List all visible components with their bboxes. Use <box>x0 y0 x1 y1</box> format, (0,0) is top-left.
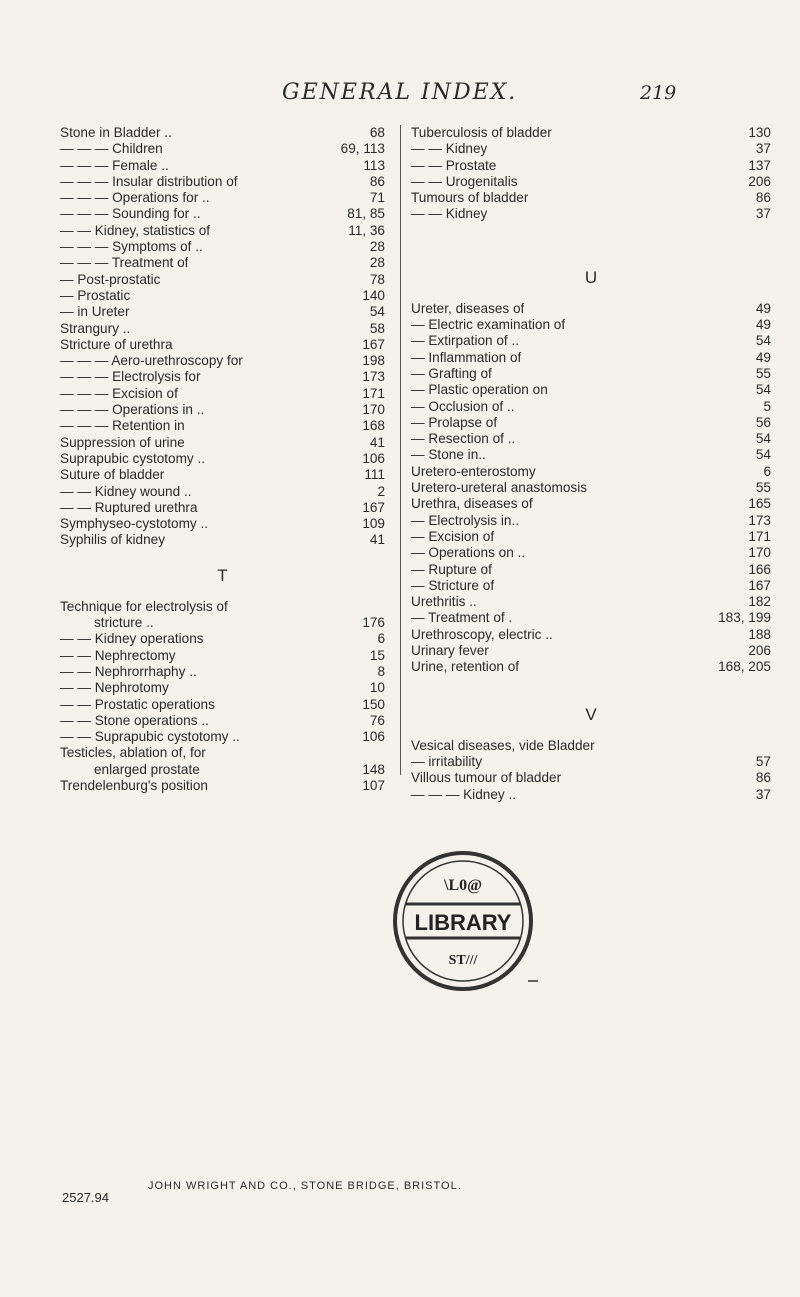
index-entry-text: Tuberculosis of bladder <box>411 125 552 140</box>
index-entry-page: 78 <box>369 271 385 287</box>
index-entry-page: 54 <box>755 382 771 398</box>
index-entry-page: 54 <box>755 431 771 447</box>
section-letter-v: V <box>585 704 597 724</box>
index-entry <box>411 610 771 626</box>
index-entry-page: 183, 199 <box>718 610 771 626</box>
index-entry-page: 86 <box>755 770 771 786</box>
index-entry-page: 55 <box>755 365 771 381</box>
index-entry-text: — Electric examination of <box>411 317 566 333</box>
index-entry-page: 55 <box>755 480 771 496</box>
index-entry-text: — — Stone operations .. <box>60 712 209 728</box>
index-entry-text: stricture .. <box>94 615 154 631</box>
entries-s <box>60 125 385 549</box>
index-entry-page: 8 <box>377 663 385 679</box>
index-entry <box>60 288 385 304</box>
index-entry-page: 107 <box>362 777 385 793</box>
index-entry <box>411 787 771 803</box>
index-entry-text: — Prostatic <box>60 287 131 303</box>
index-entry <box>60 386 385 402</box>
index-entry-page: 166 <box>748 561 771 577</box>
index-entry-text: Trendelenburg's position <box>60 777 208 793</box>
index-entry <box>411 190 771 206</box>
index-entry-text: — — — Children <box>60 141 163 157</box>
index-entry <box>60 516 385 532</box>
index-entry <box>60 353 385 369</box>
index-entry-page: 76 <box>369 712 385 728</box>
index-entry-text: Urine, retention of <box>411 659 520 675</box>
index-entry <box>60 402 385 418</box>
page-header <box>0 80 800 110</box>
index-entry <box>60 778 385 794</box>
index-entry-page: 173 <box>362 369 385 385</box>
entries-u <box>411 301 771 676</box>
index-entry-page: 171 <box>362 385 385 401</box>
index-entry-page: 130 <box>748 125 771 140</box>
index-entry <box>411 770 771 786</box>
index-entry-page: 198 <box>362 353 385 369</box>
index-entry-text: — — — Insular distribution of <box>60 173 238 189</box>
index-entry <box>411 447 771 463</box>
index-entry-page: 28 <box>369 255 385 271</box>
library-stamp-icon <box>388 846 538 996</box>
index-entry-page: 167 <box>362 499 385 515</box>
index-entry-page: 15 <box>369 647 385 663</box>
stamp-top-text: \L0@ <box>444 877 482 894</box>
index-entry-page: 41 <box>369 532 385 548</box>
index-entry-page: 54 <box>369 304 385 320</box>
index-entry-text: — — Urogenitalis <box>411 173 518 189</box>
index-entry <box>60 648 385 664</box>
index-entry-text: — Stone in.. <box>411 447 486 463</box>
index-entry-text: — — Prostate <box>411 157 497 173</box>
entries-v <box>411 738 771 803</box>
index-entry-page: 206 <box>748 173 771 189</box>
index-entry-text: — Prolapse of <box>411 414 498 430</box>
page-number: 219 <box>640 82 677 104</box>
left-column <box>60 125 385 794</box>
index-entry-page: 54 <box>755 333 771 349</box>
index-entry <box>411 415 771 431</box>
index-entry-text: — irritability <box>411 753 482 769</box>
index-entry-page: 37 <box>755 786 771 802</box>
index-entry <box>60 321 385 337</box>
index-entry <box>60 158 385 174</box>
index-entry-page: 176 <box>362 615 385 631</box>
index-entry-text: Syphilis of kidney <box>60 532 166 548</box>
index-entry-page: 37 <box>755 141 771 157</box>
index-entry <box>411 513 771 529</box>
index-entry-page: 165 <box>748 496 771 512</box>
index-entry-text: Symphyseo-cystotomy .. <box>60 516 209 532</box>
catalog-number: 2527.94 <box>62 1190 109 1205</box>
index-entry-text: — — — Treatment of <box>60 255 189 271</box>
index-entry <box>60 729 385 745</box>
index-entry-text: Urethra, diseases of <box>411 496 533 512</box>
index-entry-page: 109 <box>362 516 385 532</box>
index-entry <box>60 239 385 255</box>
index-entry-page: 37 <box>755 206 771 222</box>
index-entry <box>411 206 771 222</box>
index-entry <box>411 431 771 447</box>
index-entry-text: — — Nephrorrhaphy .. <box>60 663 197 679</box>
index-entry-page: 173 <box>748 512 771 528</box>
index-entry <box>60 272 385 288</box>
index-entry-text: Suture of bladder <box>60 467 165 483</box>
index-entry-text: Technique for electrolysis of <box>60 598 228 614</box>
index-entry <box>60 697 385 713</box>
index-entry-text: Vesical diseases, vide Bladder <box>411 737 595 753</box>
index-entry-text: Stone in Bladder .. <box>60 125 172 140</box>
index-entry-text: Tumours of bladder <box>411 190 529 206</box>
index-entry-page: 148 <box>362 761 385 777</box>
index-entry-page: 150 <box>362 696 385 712</box>
index-entry <box>60 125 385 141</box>
index-entry-page: 6 <box>377 631 385 647</box>
index-entry-page: 86 <box>369 173 385 189</box>
index-entry-page: 106 <box>362 450 385 466</box>
index-entry-page: 167 <box>362 336 385 352</box>
section-letter-u: U <box>584 267 598 287</box>
index-entry <box>411 545 771 561</box>
index-entry <box>411 141 771 157</box>
index-entry-text: enlarged prostate <box>94 761 200 777</box>
index-entry-page: 6 <box>763 463 771 479</box>
index-entry-text: — Treatment of . <box>411 610 513 626</box>
index-entry <box>411 738 771 754</box>
index-entry-page: 58 <box>369 320 385 336</box>
index-entry-text: — — — Operations for .. <box>60 190 210 206</box>
index-entry-text: Uretero-enterostomy <box>411 463 536 479</box>
index-entry-page: 11, 36 <box>348 222 385 238</box>
index-entry-page: 167 <box>748 577 771 593</box>
index-entry-page: 81, 85 <box>347 206 385 222</box>
index-entry <box>411 578 771 594</box>
index-entry-page: 41 <box>369 434 385 450</box>
index-entry <box>60 174 385 190</box>
index-entry <box>411 350 771 366</box>
right-column <box>400 125 771 802</box>
index-entry <box>411 496 771 512</box>
page-footer <box>0 1176 800 1216</box>
index-entry-text: — — Nephrectomy <box>60 647 176 663</box>
index-entry <box>411 317 771 333</box>
index-entry <box>411 125 771 141</box>
index-entry-text: — Inflammation of <box>411 349 522 365</box>
index-entry-text: Stricture of urethra <box>60 336 173 352</box>
index-entry-page: 86 <box>755 190 771 206</box>
index-entry-page: 69, 113 <box>340 141 385 157</box>
index-entry-text: — — — Sounding for .. <box>60 206 201 222</box>
index-entry-text: — — — Retention in <box>60 418 185 434</box>
index-entry-text: — — Nephrotomy <box>60 680 169 696</box>
index-entry-page: 137 <box>748 157 771 173</box>
index-entry <box>60 680 385 696</box>
index-entry <box>60 206 385 222</box>
index-entry-page: 168, 205 <box>718 659 771 675</box>
index-entry-text: — — Ruptured urethra <box>60 499 198 515</box>
index-entry-text: — — — Aero-urethroscopy for <box>60 353 243 369</box>
index-entry-page: 113 <box>363 157 385 173</box>
index-entry <box>411 659 771 675</box>
index-entry-text: — Operations on .. <box>411 545 526 561</box>
index-entry-text: — — Kidney operations <box>60 631 204 647</box>
index-entry <box>411 366 771 382</box>
entries-t <box>60 599 385 795</box>
index-entry <box>60 141 385 157</box>
index-entry <box>60 418 385 434</box>
index-entry <box>411 301 771 317</box>
stamp-bottom-text: ST/// <box>448 953 478 968</box>
index-entry <box>60 369 385 385</box>
index-entry-page: 111 <box>364 467 385 483</box>
index-entry-text: Suprapubic cystotomy .. <box>60 450 206 466</box>
index-entry <box>60 255 385 271</box>
index-entry-text: Strangury .. <box>60 320 131 336</box>
index-entry-text: — Post-prostatic <box>60 271 161 287</box>
index-entry-text: Suppression of urine <box>60 434 185 450</box>
index-entry <box>411 399 771 415</box>
entries-t-cont <box>411 125 771 223</box>
index-entry-text: — Plastic operation on <box>411 382 548 398</box>
index-entry <box>60 615 385 631</box>
index-entry-text: — Stricture of <box>411 577 495 593</box>
index-entry <box>60 500 385 516</box>
index-entry <box>411 594 771 610</box>
index-entry-text: — — — Excision of <box>60 385 178 401</box>
index-entry <box>60 337 385 353</box>
index-entry-text: Urinary fever <box>411 643 489 659</box>
section-letter-t: T <box>217 565 228 585</box>
index-entry <box>60 631 385 647</box>
index-entry-text: — Grafting of <box>411 365 492 381</box>
index-entry <box>411 333 771 349</box>
index-entry-page: 106 <box>362 729 385 745</box>
index-entry-text: Ureter, diseases of <box>411 300 525 316</box>
index-entry <box>60 190 385 206</box>
index-entry <box>60 713 385 729</box>
index-entry-page: 170 <box>748 545 771 561</box>
index-entry <box>411 627 771 643</box>
index-entry-page: 182 <box>748 594 771 610</box>
index-entry-text: — Rupture of <box>411 561 492 577</box>
index-entry-text: — — Prostatic operations <box>60 696 215 712</box>
index-entry-text: — — Suprapubic cystotomy .. <box>60 729 240 745</box>
index-entry-page: 171 <box>748 528 771 544</box>
index-entry <box>411 643 771 659</box>
index-entry-text: — — Kidney <box>411 141 488 157</box>
index-entry-page: 5 <box>763 398 771 414</box>
index-entry-text: Urethroscopy, electric .. <box>411 626 553 642</box>
index-entry-page: 170 <box>362 402 385 418</box>
index-entry-text: Urethritis .. <box>411 594 477 610</box>
index-entry-text: — — — Operations in .. <box>60 402 205 418</box>
index-entry-text: — — — Symptoms of .. <box>60 239 203 255</box>
index-entry-text: — — Kidney wound .. <box>60 483 192 499</box>
publisher-line: JOHN WRIGHT AND CO., STONE BRIDGE, BRISTOL. <box>148 1180 462 1192</box>
stamp-main-text: LIBRARY <box>414 910 512 935</box>
index-entry-page: 49 <box>755 300 771 316</box>
index-entry-text: — — — Electrolysis for <box>60 369 201 385</box>
index-entry <box>60 467 385 483</box>
index-entry-page: 49 <box>755 317 771 333</box>
index-entry-page: 56 <box>755 414 771 430</box>
index-entry-page: 57 <box>755 753 771 769</box>
index-entry-page: 206 <box>748 643 771 659</box>
index-entry-text: — Electrolysis in.. <box>411 512 520 528</box>
index-entry <box>60 599 385 615</box>
index-entry-page: 49 <box>755 349 771 365</box>
index-entry-text: — — Kidney <box>411 206 488 222</box>
index-entry-text: — Occlusion of .. <box>411 398 515 414</box>
index-title: GENERAL INDEX. <box>282 80 518 105</box>
index-entry-text: Testicles, ablation of, for <box>60 745 206 761</box>
index-entry <box>411 464 771 480</box>
index-entry-text: Villous tumour of bladder <box>411 770 562 786</box>
index-entry-page: 188 <box>748 626 771 642</box>
index-entry-page: 168 <box>362 418 385 434</box>
index-entry-page: 10 <box>369 680 385 696</box>
index-entry-text: — — Kidney, statistics of <box>60 222 211 238</box>
index-entry <box>60 745 385 761</box>
index-entry-text: Uretero-ureteral anastomosis <box>411 480 588 496</box>
index-entry <box>60 664 385 680</box>
index-entry-text: — Extirpation of .. <box>411 333 520 349</box>
index-entry <box>411 480 771 496</box>
index-entry-text: — — — Kidney .. <box>411 786 517 802</box>
index-entry <box>60 435 385 451</box>
index-entry-page: 140 <box>362 287 385 303</box>
index-entry <box>60 762 385 778</box>
index-entry-page: 68 <box>369 125 385 140</box>
index-entry <box>411 174 771 190</box>
library-stamp <box>388 846 538 996</box>
index-entry-page: 28 <box>369 239 385 255</box>
index-entry-page: 71 <box>369 190 385 206</box>
index-entry <box>60 223 385 239</box>
index-entry-page: 2 <box>377 483 385 499</box>
index-entry <box>60 532 385 548</box>
index-entry <box>60 304 385 320</box>
index-entry-text: — in Ureter <box>60 304 130 320</box>
index-entry <box>60 451 385 467</box>
index-entry <box>411 382 771 398</box>
index-entry-text: — Resection of .. <box>411 431 516 447</box>
index-entry <box>411 754 771 770</box>
index-entry-page: 54 <box>755 447 771 463</box>
index-entry <box>60 484 385 500</box>
index-entry <box>411 529 771 545</box>
index-entry <box>411 562 771 578</box>
index-entry-text: — — — Female .. <box>60 157 169 173</box>
index-entry-text: — Excision of <box>411 528 495 544</box>
index-entry <box>411 158 771 174</box>
